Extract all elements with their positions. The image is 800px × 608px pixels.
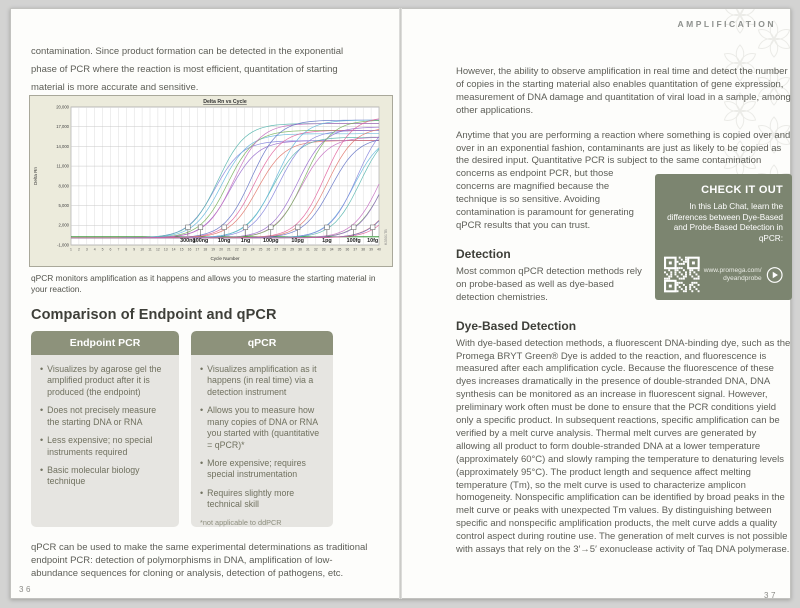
svg-text:100fg: 100fg bbox=[346, 237, 361, 244]
list-item bbox=[200, 458, 324, 481]
svg-text:35: 35 bbox=[337, 247, 342, 252]
svg-text:5,000: 5,000 bbox=[58, 203, 69, 208]
dye-based-detection-heading: Dye-Based Detection bbox=[456, 318, 577, 333]
svg-text:10pg: 10pg bbox=[291, 237, 304, 244]
svg-text:-1,000: -1,000 bbox=[57, 242, 69, 248]
svg-text:14,000: 14,000 bbox=[56, 143, 69, 149]
svg-text:10ng: 10ng bbox=[217, 237, 231, 244]
page-gutter-divider bbox=[399, 8, 402, 599]
svg-text:3: 3 bbox=[85, 247, 88, 252]
check-it-out-box[interactable] bbox=[655, 174, 792, 300]
paragraph-text: Anytime that you are performing a reaction where something is copied over and over in an exponential fashion, contaminants are just as likely to be copied as the desired input. Quantitative PCR is subject to the same bbox=[456, 129, 791, 167]
svg-text:100ng: 100ng bbox=[192, 237, 209, 244]
svg-text:Delta Rn: Delta Rn bbox=[33, 167, 38, 185]
svg-text:27: 27 bbox=[274, 247, 279, 252]
svg-text:6: 6 bbox=[109, 247, 112, 252]
svg-text:21: 21 bbox=[227, 247, 231, 252]
svg-text:11: 11 bbox=[148, 247, 152, 252]
svg-text:32: 32 bbox=[313, 247, 318, 252]
svg-text:Cycle Number: Cycle Number bbox=[210, 256, 240, 261]
svg-text:1pg: 1pg bbox=[322, 237, 332, 244]
svg-text:14: 14 bbox=[171, 247, 176, 252]
paragraph-text: contamination concerns as endpoint PCR, but those concerns are magnified because the technique is so sensitive. Avoiding contamination is paramount for generating qPCR results that you can trust. bbox=[456, 155, 762, 231]
card-title: qPCR bbox=[191, 331, 333, 355]
detection-heading: Detection bbox=[456, 246, 511, 261]
svg-text:30: 30 bbox=[298, 247, 302, 252]
svg-text:26: 26 bbox=[266, 247, 271, 252]
bullet-text: Allows you to measure how many copies of DNA or RNA you started with (quantitative = qPCR)* bbox=[207, 405, 320, 450]
bullet-icon: • bbox=[200, 405, 204, 416]
svg-text:300ng: 300ng bbox=[180, 237, 196, 244]
svg-text:5: 5 bbox=[101, 247, 104, 252]
svg-text:34: 34 bbox=[329, 247, 334, 252]
bullet-text: Does not precisely measure the starting DNA or RNA bbox=[47, 405, 157, 427]
bullet-icon: • bbox=[40, 464, 44, 475]
svg-text:Delta Rn vs Cycle: Delta Rn vs Cycle bbox=[203, 99, 247, 105]
list-item bbox=[40, 364, 170, 398]
list-item bbox=[200, 405, 324, 451]
svg-text:36: 36 bbox=[345, 247, 350, 252]
svg-text:33: 33 bbox=[321, 247, 326, 252]
svg-text:11,000: 11,000 bbox=[56, 163, 69, 169]
svg-text:17: 17 bbox=[195, 247, 200, 252]
url-line-2: dyeandprobe bbox=[723, 274, 762, 282]
checkout-body-text: In this Lab Chat, learn the differences between Dye-Based and Probe-Based Detection in qPCR: bbox=[667, 202, 783, 243]
svg-text:10: 10 bbox=[140, 247, 144, 252]
bullet-text: Less expensive; no special instruments required bbox=[47, 435, 153, 457]
svg-text:2,000: 2,000 bbox=[58, 222, 69, 228]
svg-text:15: 15 bbox=[179, 247, 184, 252]
card-footnote: *not applicable to ddPCR bbox=[200, 517, 282, 527]
svg-text:22: 22 bbox=[234, 247, 239, 252]
card-title: Endpoint PCR bbox=[31, 331, 179, 355]
bullet-icon: • bbox=[40, 435, 44, 446]
checkout-footer bbox=[664, 256, 783, 293]
list-item bbox=[200, 364, 324, 398]
svg-text:10fg: 10fg bbox=[367, 237, 379, 244]
comparison-heading: Comparison of Endpoint and qPCR bbox=[31, 307, 277, 323]
paragraph-realtime: However, the ability to observe amplification in real time and detect the number of copies in the starting material also enables quantitation of gene expression, measurement of DNA damage and quantitation of viral load in a sample, among other applications. bbox=[456, 66, 791, 116]
svg-text:17,000: 17,000 bbox=[56, 124, 69, 130]
svg-text:4: 4 bbox=[93, 247, 96, 252]
bullet-icon: • bbox=[200, 364, 204, 374]
paragraph-text: contamination. Since product formation can be detected in the exponential phase of PCR where the reaction is most efficient, quantitation of starting material is more accurate and sensitive. bbox=[31, 46, 344, 93]
qpcr-card bbox=[191, 331, 333, 527]
list-item bbox=[40, 465, 170, 488]
figure-caption: qPCR monitors amplification as it happens and allows you to measure the starting material in your reaction. bbox=[31, 273, 376, 295]
qr-code[interactable] bbox=[664, 256, 700, 293]
svg-text:8,000: 8,000 bbox=[58, 183, 69, 189]
svg-text:16: 16 bbox=[187, 247, 192, 252]
left-intro-paragraph bbox=[31, 41, 369, 95]
svg-text:25: 25 bbox=[258, 247, 263, 252]
detection-paragraph: Most common qPCR detection methods rely on probe-based as well as dye-based detection chemistries. bbox=[456, 265, 642, 303]
svg-text:20: 20 bbox=[219, 247, 223, 252]
svg-text:2: 2 bbox=[77, 247, 80, 252]
svg-text:24: 24 bbox=[250, 247, 255, 252]
svg-text:8: 8 bbox=[125, 247, 128, 252]
svg-text:40: 40 bbox=[377, 247, 381, 252]
bullet-icon: • bbox=[40, 405, 44, 416]
bullet-icon: • bbox=[200, 487, 204, 498]
bullet-icon: • bbox=[40, 364, 44, 374]
endpoint-pcr-card bbox=[31, 331, 179, 527]
bullet-text: Basic molecular biology technique bbox=[47, 464, 140, 487]
bullet-icon: • bbox=[200, 457, 204, 468]
svg-text:7: 7 bbox=[117, 247, 120, 252]
svg-text:K3501TB: K3501TB bbox=[384, 229, 388, 245]
svg-text:20,000: 20,000 bbox=[56, 104, 69, 110]
paragraph-contamination bbox=[456, 129, 792, 282]
svg-text:31: 31 bbox=[306, 247, 310, 252]
svg-text:19: 19 bbox=[211, 247, 216, 252]
svg-text:39: 39 bbox=[369, 247, 373, 252]
list-item bbox=[40, 435, 170, 458]
list-item bbox=[40, 405, 170, 428]
svg-text:9: 9 bbox=[133, 247, 136, 252]
svg-text:29: 29 bbox=[290, 247, 294, 252]
left-page-number: 36 bbox=[19, 585, 33, 594]
left-closing-paragraph: qPCR can be used to make the same experimental determinations as traditional endpoint PCR: detection of polymorphisms in DNA, amplification of low-abundance sequences for cloning or analysis, detection of pathogens, etc. bbox=[31, 542, 368, 579]
bullet-text: More expensive; requires special instrumentation bbox=[207, 457, 306, 480]
card-body bbox=[191, 355, 333, 527]
right-page-number: 37 bbox=[764, 591, 778, 600]
svg-text:23: 23 bbox=[242, 247, 247, 252]
url-text[interactable] bbox=[704, 267, 762, 283]
section-label: AMPLIFICATION bbox=[677, 19, 776, 29]
bullet-text: Visualizes by agarose gel the amplified product after it is produced (the endpoint) bbox=[47, 364, 162, 397]
checkout-title: CHECK IT OUT bbox=[701, 184, 783, 197]
svg-text:37: 37 bbox=[353, 247, 358, 252]
svg-text:1: 1 bbox=[70, 247, 72, 252]
url-line-1: www.promega.com/ bbox=[703, 266, 762, 274]
play-button-icon[interactable] bbox=[766, 266, 783, 284]
svg-text:28: 28 bbox=[282, 247, 287, 252]
qpcr-amplification-chart bbox=[29, 95, 393, 267]
svg-text:100pg: 100pg bbox=[263, 237, 279, 244]
dye-based-detection-paragraph: With dye-based detection methods, a fluorescent DNA-binding dye, such as the Promega BRYT Green® Dye is added to the reaction, and fluorescence is measured after each amplification cycle. Because the fluorescence of these dyes increases dramatically in the presence of double-stranded DNA, DNA synthesis can be monitored as an increase in fluorescent signal. However, preliminary work often must be done to ensure that the PCR conditions yield only a specific product. In subsequent reactions, specific amplification can be verified by a melt curve analysis. Thermal melt curves are generated by allowing all product to form double-stranded DNA at a lower temperature (approximately 60°C) and slowly ramping the temperature to denaturing levels (approximately 95°C). The product length and sequence affect melting temperature (Tm), so the melt curve is used to characterize amplicon homogeneity. Nonspecific amplification can be identified by broad peaks in the melt curve or peaks with unexpected Tm values. By distinguishing between specific and nonspecific amplification products, the melt curve adds a quality control aspect during routine use. The generation of melt curves is not possible with assays that rely on the 3′→5′ exonuclease activity of Taq DNA polymerase. bbox=[456, 337, 791, 556]
bullet-text: Requires slightly more technical skill bbox=[207, 487, 295, 510]
bullet-text: Visualizes amplification as it happens (in real time) via a detection instrument bbox=[207, 364, 317, 397]
card-body bbox=[31, 355, 179, 501]
svg-text:38: 38 bbox=[361, 247, 366, 252]
svg-text:18: 18 bbox=[203, 247, 208, 252]
right-column bbox=[456, 66, 792, 569]
svg-text:1ng: 1ng bbox=[240, 237, 251, 244]
svg-text:12: 12 bbox=[156, 247, 160, 252]
svg-text:13: 13 bbox=[163, 247, 168, 252]
list-item bbox=[200, 488, 324, 511]
